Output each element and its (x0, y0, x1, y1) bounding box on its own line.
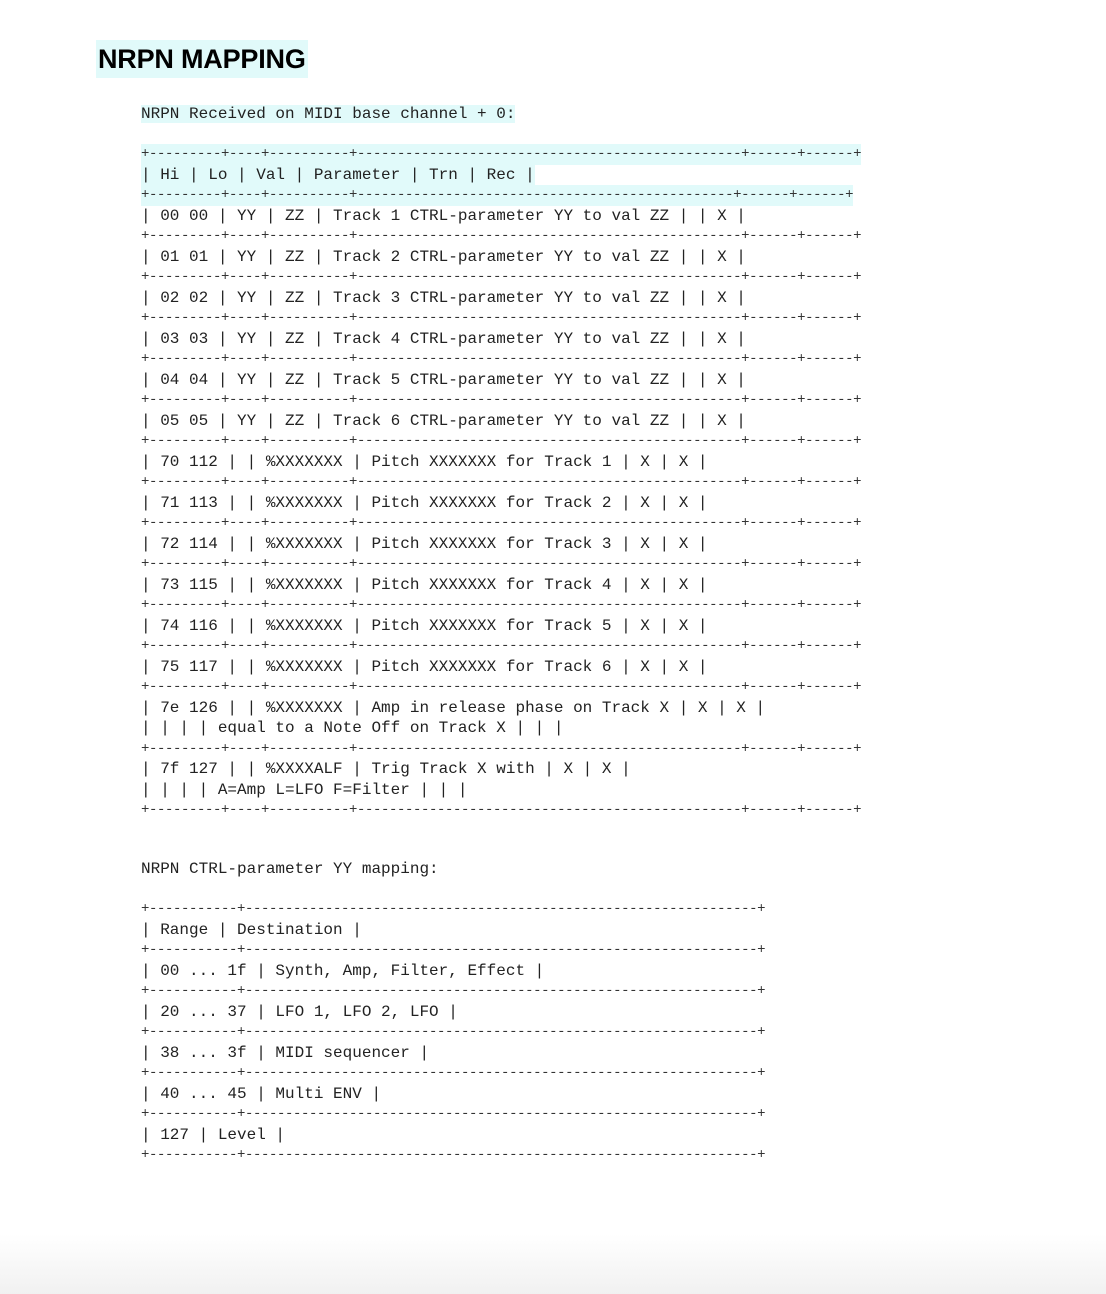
section1-label (141, 103, 515, 125)
table-row: | 72 114 | | %XXXXXXX | Pitch XXXXXXX for Track 3 | X | X | (141, 534, 708, 553)
table-border: +---------+----+----------+------------------------------------------------+------+------+ (141, 228, 862, 244)
table-row: | | | | A=Amp L=LFO F=Filter | | | (141, 780, 468, 799)
table-header-row (141, 165, 861, 186)
table-border: +---------+----+----------+------------------------------------------------+------+------+ (141, 597, 862, 613)
table-border: +---------+----+----------+------------------------------------------------+------+------+ (141, 638, 862, 654)
table-row: | 73 115 | | %XXXXXXX | Pitch XXXXXXX for Track 4 | X | X | (141, 575, 708, 594)
table-border (141, 144, 861, 165)
table-border (141, 185, 861, 206)
table-row: | 127 | Level | (141, 1125, 286, 1144)
table-row: | 20 ... 37 | LFO 1, LFO 2, LFO | (141, 1002, 458, 1021)
table-border: +-----------+----------------------------------------------------------------+ (141, 1147, 766, 1163)
table-row: | 00 ... 1f | Synth, Amp, Filter, Effect | (141, 961, 545, 980)
table-row: | 7f 127 | | %XXXXALF | Trig Track X with | X | X | (141, 760, 631, 778)
table-row: | | | | equal to a Note Off on Track X | | | (141, 719, 564, 737)
table-row: | 75 117 | | %XXXXXXX | Pitch XXXXXXX for Track 6 | X | X | (141, 657, 708, 676)
table-row: | 70 112 | | %XXXXXXX | Pitch XXXXXXX for Track 1 | X | X | (141, 452, 708, 471)
table-border: +---------+----+----------+------------------------------------------------+------+------+ (141, 474, 862, 490)
table-border: +-----------+----------------------------------------------------------------+ (141, 1065, 766, 1081)
table-border-highlight: +---------+----+----------+-----------------------------------------------+------+------+ (141, 185, 853, 206)
table-border: +---------+----+----------+------------------------------------------------+------+------+ (141, 679, 862, 695)
table-row: | 01 01 | YY | ZZ | Track 2 CTRL-parameter YY to val ZZ | | X | (141, 247, 746, 266)
table-border: +---------+----+----------+------------------------------------------------+------+------+ (141, 392, 862, 408)
table-border: +---------+----+----------+------------------------------------------------+------+------+ (141, 351, 862, 367)
table-row: | 74 116 | | %XXXXXXX | Pitch XXXXXXX for Track 5 | X | X | (141, 616, 708, 635)
table-row: | 00 00 | YY | ZZ | Track 1 CTRL-parameter YY to val ZZ | | X | (141, 206, 746, 225)
table-row: | 04 04 | YY | ZZ | Track 5 CTRL-parameter YY to val ZZ | | X | (141, 370, 746, 389)
table-row: | 7e 126 | | %XXXXXXX | Amp in release phase on Track X | X | X | (141, 698, 766, 717)
table-border: +---------+----+----------+------------------------------------------------+------+------+ (141, 556, 862, 572)
table-border: +-----------+----------------------------------------------------------------+ (141, 983, 766, 999)
table-row: | 38 ... 3f | MIDI sequencer | (141, 1043, 430, 1062)
table-border: +-----------+----------------------------------------------------------------+ (141, 901, 766, 917)
table-row: | 05 05 | YY | ZZ | Track 6 CTRL-parameter YY to val ZZ | | X | (141, 411, 746, 430)
section1-label-text: NRPN Received on MIDI base channel + 0: (141, 105, 516, 123)
table-row: | 40 ... 45 | Multi ENV | (141, 1084, 382, 1103)
table-header-row-highlight: | Hi | Lo | Val | Parameter | Trn | Rec | (141, 165, 535, 184)
page-bottom-shade (0, 1234, 1106, 1294)
page-title: NRPN MAPPING (96, 40, 308, 78)
section2-label: NRPN CTRL-parameter YY mapping: (141, 860, 439, 878)
ctrl-parameter-mapping-table (141, 899, 765, 1166)
table-border: +---------+----+----------+------------------------------------------------+------+------+ (141, 515, 862, 531)
table-border: +---------+----+----------+------------------------------------------------+------+------+ (141, 433, 862, 449)
table-border: +-----------+----------------------------------------------------------------+ (141, 1024, 766, 1040)
table-row: | 71 113 | | %XXXXXXX | Pitch XXXXXXX for Track 2 | X | X | (141, 493, 708, 512)
table-header-row: | Range | Destination | (141, 920, 362, 939)
table-border: +-----------+----------------------------------------------------------------+ (141, 942, 766, 958)
nrpn-received-table (141, 144, 861, 821)
table-row: | 03 03 | YY | ZZ | Track 4 CTRL-parameter YY to val ZZ | | X | (141, 329, 746, 348)
table-row: | 02 02 | YY | ZZ | Track 3 CTRL-parameter YY to val ZZ | | X | (141, 288, 746, 307)
table-border: +-----------+----------------------------------------------------------------+ (141, 1106, 766, 1122)
table-border: +---------+----+----------+------------------------------------------------+------+------+ (141, 740, 862, 757)
table-border-highlight: +---------+----+----------+------------------------------------------------+------+------+ (141, 144, 861, 165)
table-border: +---------+----+----------+------------------------------------------------+------+------+ (141, 269, 862, 285)
table-border: +---------+----+----------+------------------------------------------------+------+------+ (141, 310, 862, 326)
table-border: +---------+----+----------+------------------------------------------------+------+------+ (141, 802, 862, 818)
